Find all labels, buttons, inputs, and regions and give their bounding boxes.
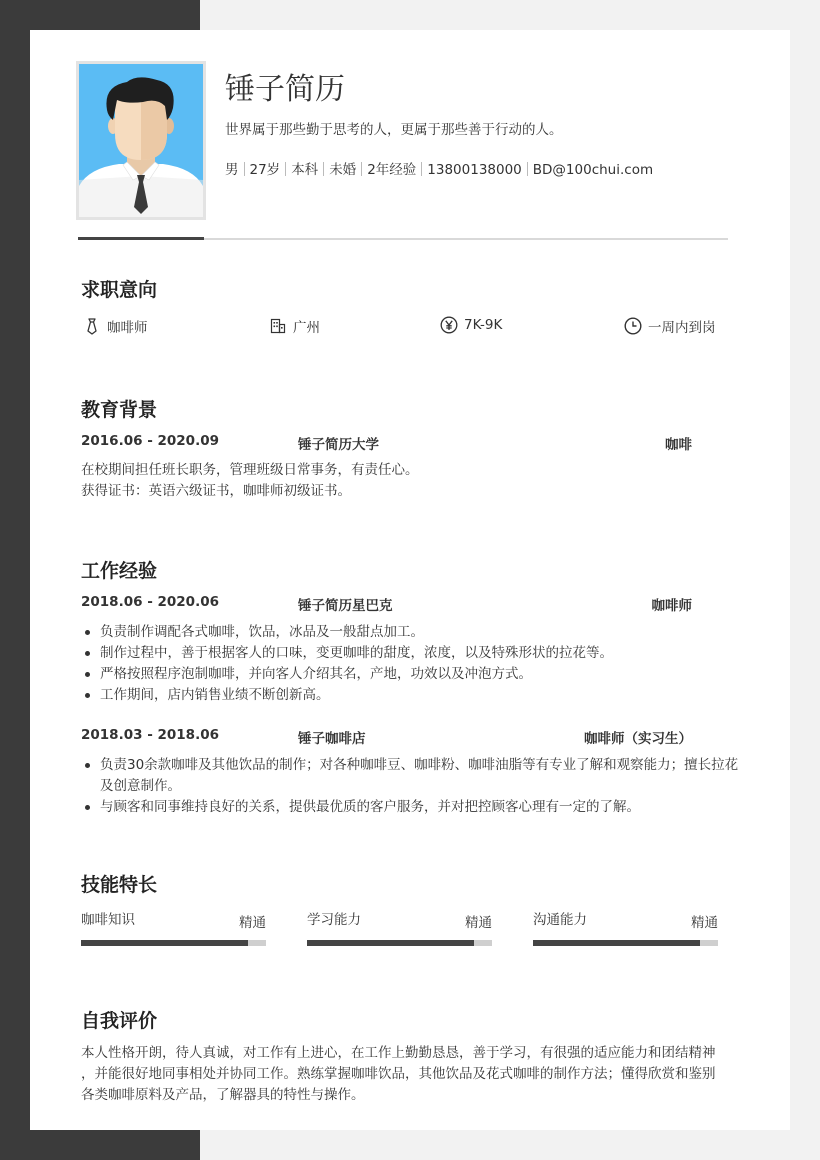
education-row [81,433,692,453]
skill-bar-fill [81,940,248,946]
info-phone[interactable]: 13800138000 [427,162,522,178]
resume-paper [30,30,790,1130]
skill-item [81,908,266,948]
section-title-self: 自我评价 [81,1010,158,1032]
job-role: 咖啡师（实习生） [584,731,692,747]
self-evaluation-line: 本人性格开朗，待人真诚，对工作有上进心，在工作上勤勤恳恳，善于学习，有很强的适应能力和团结精神 [81,1045,716,1061]
job-duties-list [81,622,741,706]
education-detail [81,460,419,502]
avatar-illustration [79,64,203,217]
skill-level: 精通 [691,915,718,931]
list-item: 与顾客和同事维持良好的关系，提供最优质的客户服务，并对把控顾客心理有一定的了解。 [81,797,741,818]
intent-salary [440,316,502,334]
list-item: 严格按照程序泡制咖啡，并向客人介绍其名，产地，功效以及冲泡方式。 [81,664,741,685]
skill-bar-fill [533,940,700,946]
skill-bar [81,940,266,946]
header-divider-accent [78,237,204,240]
motto-text: 世界属于那些勤于思考的人，更属于那些善于行动的人。 [225,122,563,138]
skill-bar [307,940,492,946]
divider [244,162,245,176]
self-evaluation-line: ，并能很好地同事相处并协同工作。熟练掌握咖啡饮品，其他饮品及花式咖啡的制作方法；懂得欣赏和鉴别 [81,1066,716,1082]
job-duties-list [81,755,741,818]
self-evaluation [81,1043,716,1106]
info-experience: 2年经验 [367,162,417,178]
job-company: 锤子咖啡店 [298,731,366,747]
list-item: 工作期间，店内销售业绩不断创新高。 [81,685,741,706]
section-title-education: 教育背景 [81,399,158,421]
intent-position [83,316,148,336]
intent-city [269,316,320,336]
divider [421,162,422,176]
info-age: 27岁 [249,162,281,178]
divider [323,162,324,176]
divider [361,162,362,176]
skill-name: 学习能力 [307,912,361,928]
clock-icon [624,317,642,335]
skill-item [533,908,718,948]
intent-availability [624,316,716,336]
personal-info-line [225,158,653,178]
intent-salary-label: 7K-9K [464,317,503,333]
education-major: 咖啡 [665,437,692,453]
job-row [81,594,692,614]
intent-availability-label: 一周内到岗 [648,320,716,336]
section-title-work: 工作经验 [81,560,158,582]
divider [285,162,286,176]
info-gender: 男 [225,162,239,178]
job-row [81,727,692,747]
education-line: 在校期间担任班长职务，管理班级日常事务，有责任心。 [81,462,419,478]
building-icon [269,317,287,335]
section-title-skills: 技能特长 [81,874,158,896]
skill-bar-fill [307,940,474,946]
skill-bar [533,940,718,946]
info-email[interactable]: BD@100chui.com [532,162,654,178]
job-role: 咖啡师 [651,598,692,614]
list-item: 负责30余款咖啡及其他饮品的制作；对各种咖啡豆、咖啡粉、咖啡油脂等有专业了解和观察能力；擅长拉花及创意制作。 [81,755,741,797]
intent-position-label: 咖啡师 [107,320,148,336]
yen-icon [440,316,458,334]
divider [527,162,528,176]
profile-photo [76,61,206,220]
self-evaluation-line: 各类咖啡原料及产品，了解器具的特性与操作。 [81,1087,365,1103]
education-date: 2016.06 - 2020.09 [81,433,219,449]
list-item: 制作过程中，善于根据客人的口味，变更咖啡的甜度，浓度，以及特殊形状的拉花等。 [81,643,741,664]
job-company: 锤子简历星巴克 [298,598,393,614]
tie-icon [83,317,101,335]
skill-level: 精通 [239,915,266,931]
job-date: 2018.06 - 2020.06 [81,594,219,610]
intent-city-label: 广州 [293,320,320,336]
education-line: 获得证书：英语六级证书，咖啡师初级证书。 [81,483,351,499]
skill-item [307,908,492,948]
skill-name: 沟通能力 [533,912,587,928]
skill-level: 精通 [465,915,492,931]
info-marital: 未婚 [329,162,357,178]
education-school: 锤子简历大学 [298,437,379,453]
resume-name: 锤子简历 [225,72,345,107]
job-date: 2018.03 - 2018.06 [81,727,219,743]
section-title-intent: 求职意向 [81,279,158,301]
info-degree: 本科 [291,162,319,178]
skill-name: 咖啡知识 [81,912,135,928]
list-item: 负责制作调配各式咖啡，饮品，冰品及一般甜点加工。 [81,622,741,643]
